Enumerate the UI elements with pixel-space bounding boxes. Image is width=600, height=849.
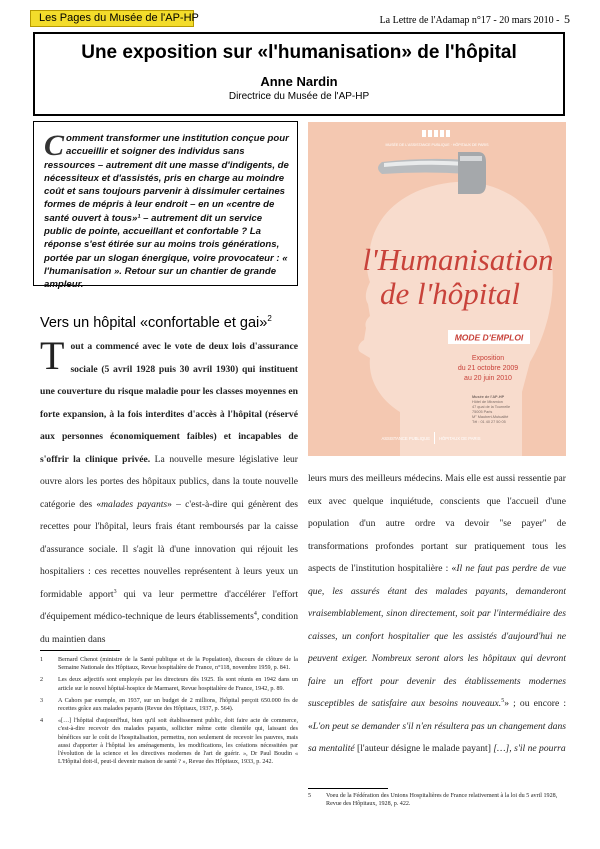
footnote-text: «[…] l'hôpital d'aujourd'hui, bien qu'il soit établissement public, doit faire acte de commerce, c'est-à-dire recevoir des malades payants, solliciter même cette clientèle qui, laissant des bénéfices sur le coût de l'hospitalisation, permettra, non seulement de recevoir les pauvres, mais aussi d'apporter à l'hôpital les aménagements, les modifications, les créations nécessitées par l'évolution de la science et les directives modernes de l'art de guérir. », Dr Paul Boudin « L'Hôpital doit-il, peut-il devenir maison de santé ? », Revue des Hôpitaux, 1933, p. 242.: [58, 718, 298, 766]
section-heading-text: Vers un hôpital «confortable et gai»: [40, 314, 268, 331]
body-lead-bold: out a commencé avec le vote de deux lois d'assurance sociale (5 avril 1928 puis 30 avril 1930) qui instituent une couverture du risque maladie pour les classes moyennes en forte expansion, à la fois interdites d'accès à l'hôpital (réservé aux personnes économiquement faibles) et incapables de s'offrir la clinique privée.: [40, 341, 298, 465]
poster-exhibit-label: Exposition: [471, 355, 505, 362]
poster-logo-left: ASSISTANCE PUBLIQUE: [381, 436, 430, 441]
footnote-number: 2: [40, 677, 44, 684]
body-text-4: , condition du maintien dans: [40, 611, 298, 645]
poster-title-line2: de l'hôpital: [379, 276, 521, 311]
footnote-number: 4: [40, 718, 44, 725]
footnote-3: [40, 697, 298, 713]
publication-info: La Lettre de l'Adamap n°17 - 20 mars 2010 -: [379, 15, 560, 26]
footnote-ref-4: 4: [253, 610, 257, 617]
section-heading-note: 2: [267, 314, 272, 323]
poster-dates-line1: du 21 octobre 2009: [457, 365, 519, 372]
right-quote-3: […], s'il ne pourra: [493, 743, 566, 754]
footnote-rule-left: [40, 650, 120, 651]
footnote-ref-3: 3: [113, 588, 117, 595]
right-text-3: [l'auteur désigne le malade payant]: [354, 743, 494, 754]
footnote-1: [40, 656, 298, 672]
footnote-2: [40, 676, 298, 692]
right-quote-1: Il ne faut pas perdre de vue que, les assurés étant des malades payants, demanderont vraisemblablement, sinon directement, soit par l'intermédiaire des caisses, un confort hospitalier que les assistés d'aujourd'hui ne peuvent exiger. Nombreux seront alors les hôpitaux qui devront faire un effort pour devenir des établissements modernes susceptibles de satisfaire aux besoins nouveaux.: [308, 563, 566, 709]
poster-dates-line2: au 20 juin 2010: [464, 375, 512, 382]
poster-address-line4: M° Maubert-Mutualité: [472, 415, 509, 419]
footnote-text: Voeu de la Fédération des Unions Hospitalières de France relativement à la loi du 5 avril 1928, Revue des Hôpitaux, 1928, p. 422.: [326, 793, 558, 808]
right-text-2: » ; ou encore : «: [308, 698, 566, 732]
section-heading: [40, 314, 272, 331]
poster-logo-right: HÔPITAUX DE PARIS: [439, 436, 481, 441]
poster-badge: MODE D'EMPLOI: [454, 332, 524, 343]
author-name: Anne Nardin: [260, 74, 338, 89]
poster-title-line1: l'Humanisation: [362, 242, 554, 277]
poster-address-line2: 47 quai de la Tournelle: [472, 405, 511, 409]
footnote-number: 3: [40, 697, 44, 704]
body-column-right: [308, 468, 566, 800]
title-box: [33, 32, 565, 116]
body-text-italic-1: malades payants: [101, 498, 168, 510]
body-text-2: » – c'est-à-dire qui génèrent des recettes pour l'hôpital, leurs frais étant remboursés par la caisse d'assurance sociale. Il s'agit là d'une innovation qui réjouit les hospitaliers : ces recettes nouvelles représentent à leurs yeux un formidable apport: [40, 498, 298, 600]
body-column-left: [40, 336, 298, 650]
poster-header-text: MUSÉE DE L'ASSISTANCE PUBLIQUE · HÔPITAUX DE PARIS: [385, 143, 489, 147]
footnotes-left: [40, 656, 298, 770]
footnote-5: [308, 792, 566, 808]
footnote-number: 1: [40, 657, 44, 663]
author-role: Directrice du Musée de l'AP-HP: [228, 91, 370, 102]
intro-dropcap: C: [44, 129, 65, 162]
footnote-4: [40, 717, 298, 766]
intro-box: [33, 121, 298, 291]
right-quote-2: L'on peut se demander s'il n'en résultera pas un changement dans sa mentalité: [308, 720, 566, 754]
body-dropcap: T: [40, 336, 65, 378]
section-badge: Les Pages du Musée de l'AP-HP: [30, 10, 194, 27]
intro-body: omment transformer une institution conçue pour accueillir et soigner des individus sans ressources – autrement dit une masse d'indigents, de nécessiteux et d'assistés, pris en charge au moindre coût et sans toujours parvenir à dissimuler certaines formes de mépris à leur endroit – en un «centre de santé ouvert à tous»¹ – autrement dit un service public de pointe, accueillant et confortable ? La réponse s'est étirée sur au moins trois générations, portée par un slogan énergique, voire provocateur : « l'humanisation ». Retour sur un chantier de grande ampleur.: [44, 133, 289, 291]
poster-address-line3: 75005 Paris: [472, 410, 493, 414]
poster-artwork: [308, 122, 566, 456]
footnote-text: Bernard Chenot (ministre de la Santé publique et de la Population), discours de clôture de la Semaine Nationale des Hôpitaux, Revue hospitalière de France, n°118, novembre 1959, p. 841.: [58, 657, 298, 672]
intro-text: [34, 122, 297, 292]
footnote-ref-5: 5: [501, 697, 505, 704]
exhibition-poster: [308, 122, 566, 456]
footnote-text: Les deux adjectifs sont employés par les directeurs dès 1925. Ils sont réunis en 1942 dans un article sur le nouvel hôpital-hospice de Marmaret, Revue hospitalière de France, 1942, p. 89.: [58, 677, 298, 692]
footnote-number: 5: [308, 793, 312, 799]
body-text-3: qui va leur permettre d'accélérer l'effort d'équipement médico-technique de leurs établissements: [40, 588, 298, 622]
right-text-1: leurs murs des meilleurs médecins. Mais elle est aussi ressentie par eux avec quelque inquiétude, conscients que l'accueil d'une population d'un autre ordre va devoir "se payer" de transformations profondes portant sur pratiquement tous les aspects de l'institution hospitalière : «: [308, 473, 566, 574]
article-title: Une exposition sur «l'humanisation» de l'hôpital: [81, 42, 517, 63]
footnote-text: A Cahors par exemple, en 1937, sur un budget de 2 millions, l'hôpital perçoit 650.000 frs de recettes grâce aux malades payants (Revue des Hôpitaux, 1937, p. 564).: [58, 697, 298, 713]
body-text-1: La nouvelle mesure législative leur ouvre alors les portes des hôpitaux publics, dans la toute nouvelle catégorie des «: [40, 453, 298, 510]
poster-address-line1: Hôtel de Miramion: [472, 400, 503, 404]
poster-address-title: Musée de l'AP-HP: [472, 395, 505, 399]
poster-address-line5: Tél : 01 40 27 50 05: [472, 420, 506, 424]
running-header: [380, 12, 570, 27]
footnote-rule-right: [308, 788, 388, 789]
page-number: 5: [564, 12, 570, 26]
